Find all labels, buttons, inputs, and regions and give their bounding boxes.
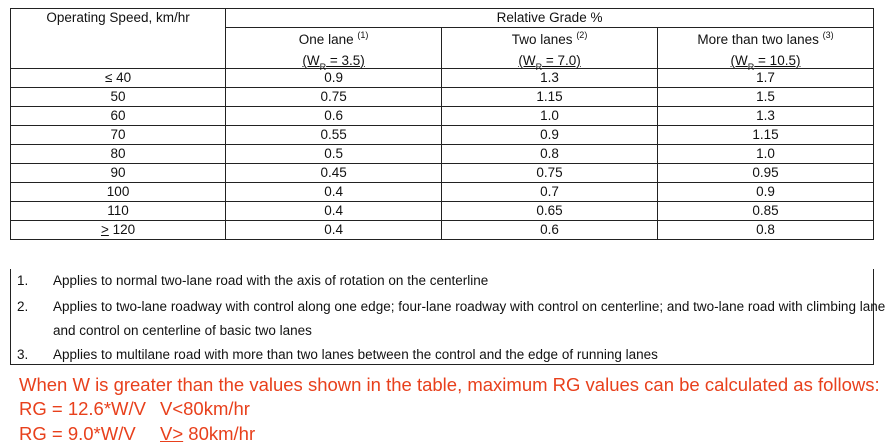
cell-one: 0.5 — [226, 145, 442, 164]
cell-two: 0.75 — [442, 164, 658, 183]
cell-more: 1.5 — [658, 88, 874, 107]
cell-more: 1.15 — [658, 126, 874, 145]
operating-speed-header: Operating Speed, km/hr — [11, 9, 226, 69]
table-row — [11, 164, 874, 183]
cell-two: 0.9 — [442, 126, 658, 145]
cell-speed: 110 — [11, 202, 226, 221]
column-label: More than two lanes — [697, 32, 819, 47]
table-row — [11, 126, 874, 145]
cell-more: 0.95 — [658, 164, 874, 183]
cell-speed: 80 — [11, 145, 226, 164]
cell-one: 0.9 — [226, 69, 442, 88]
cell-speed: 50 — [11, 88, 226, 107]
two-lanes-header: Two lanes $^{(2)}$ $(W_R = 7.0)$ — [442, 28, 658, 69]
formula-condition: V<80km/hr — [160, 398, 250, 419]
cell-one: 0.6 — [226, 107, 442, 126]
relative-grade-table — [10, 8, 874, 240]
formula-condition: V> 80km/hr — [160, 423, 256, 444]
cell-more: 1.3 — [658, 107, 874, 126]
footnotes: 1. Applies to normal two-lane road with the axis of rotation on the centerline 2. Applies to two-lane roadway with control along one edge; four-lane roadway with control on centerline; and two-lane road with climbing lane and control on centerline of basic two lanes 3. Applies to multilane road with more than two lanes between the control and the edge of running lanes — [10, 269, 874, 365]
cell-speed: > 120 — [11, 221, 226, 240]
formula-intro: When W is greater than the values shown in the table, maximum RG values can be calculated as follows: — [19, 374, 880, 395]
cell-one: 0.45 — [226, 164, 442, 183]
formula-high-speed — [19, 423, 256, 445]
cell-one: 0.55 — [226, 126, 442, 145]
cell-one: 0.4 — [226, 202, 442, 221]
cell-speed: 60 — [11, 107, 226, 126]
footnote-ref: (2) — [576, 29, 588, 40]
cell-one: 0.75 — [226, 88, 442, 107]
cell-two: 0.65 — [442, 202, 658, 221]
cell-two: 0.8 — [442, 145, 658, 164]
column-label: One lane — [298, 32, 354, 47]
cell-two: 0.7 — [442, 183, 658, 202]
table-row — [11, 88, 874, 107]
column-label: Two lanes — [511, 32, 573, 47]
cell-speed: 70 — [11, 126, 226, 145]
cell-more: 0.9 — [658, 183, 874, 202]
cell-two: 0.6 — [442, 221, 658, 240]
formula-expression: RG = 12.6*W/V — [19, 398, 146, 419]
table-row — [11, 69, 874, 88]
more-lanes-header: More than two lanes $^{(3)}$ $(W_R = 10.5)$ — [658, 28, 874, 69]
cell-more: 1.0 — [658, 145, 874, 164]
formula-low-speed — [19, 398, 250, 420]
cell-two: 1.15 — [442, 88, 658, 107]
relative-grade-header: Relative Grade % — [226, 9, 874, 28]
cell-more: 0.8 — [658, 221, 874, 240]
table-row — [11, 183, 874, 202]
cell-one: 0.4 — [226, 183, 442, 202]
cell-more: 1.7 — [658, 69, 874, 88]
cell-two: 1.3 — [442, 69, 658, 88]
table-row — [11, 202, 874, 221]
cell-speed: ≤ 40 — [11, 69, 226, 88]
table-row — [11, 107, 874, 126]
header-row — [11, 9, 874, 28]
table-row — [11, 221, 874, 240]
table-row — [11, 145, 874, 164]
one-lane-header: One lane $^{(1)}$ $(W_R = 3.5)$ — [226, 28, 442, 69]
formula-expression: RG = 9.0*W/V — [19, 423, 136, 444]
footnote-ref: (1) — [357, 29, 369, 40]
cell-one: 0.4 — [226, 221, 442, 240]
footnote-ref: (3) — [822, 29, 834, 40]
cell-more: 0.85 — [658, 202, 874, 221]
cell-two: 1.0 — [442, 107, 658, 126]
cell-speed: 100 — [11, 183, 226, 202]
cell-speed: 90 — [11, 164, 226, 183]
